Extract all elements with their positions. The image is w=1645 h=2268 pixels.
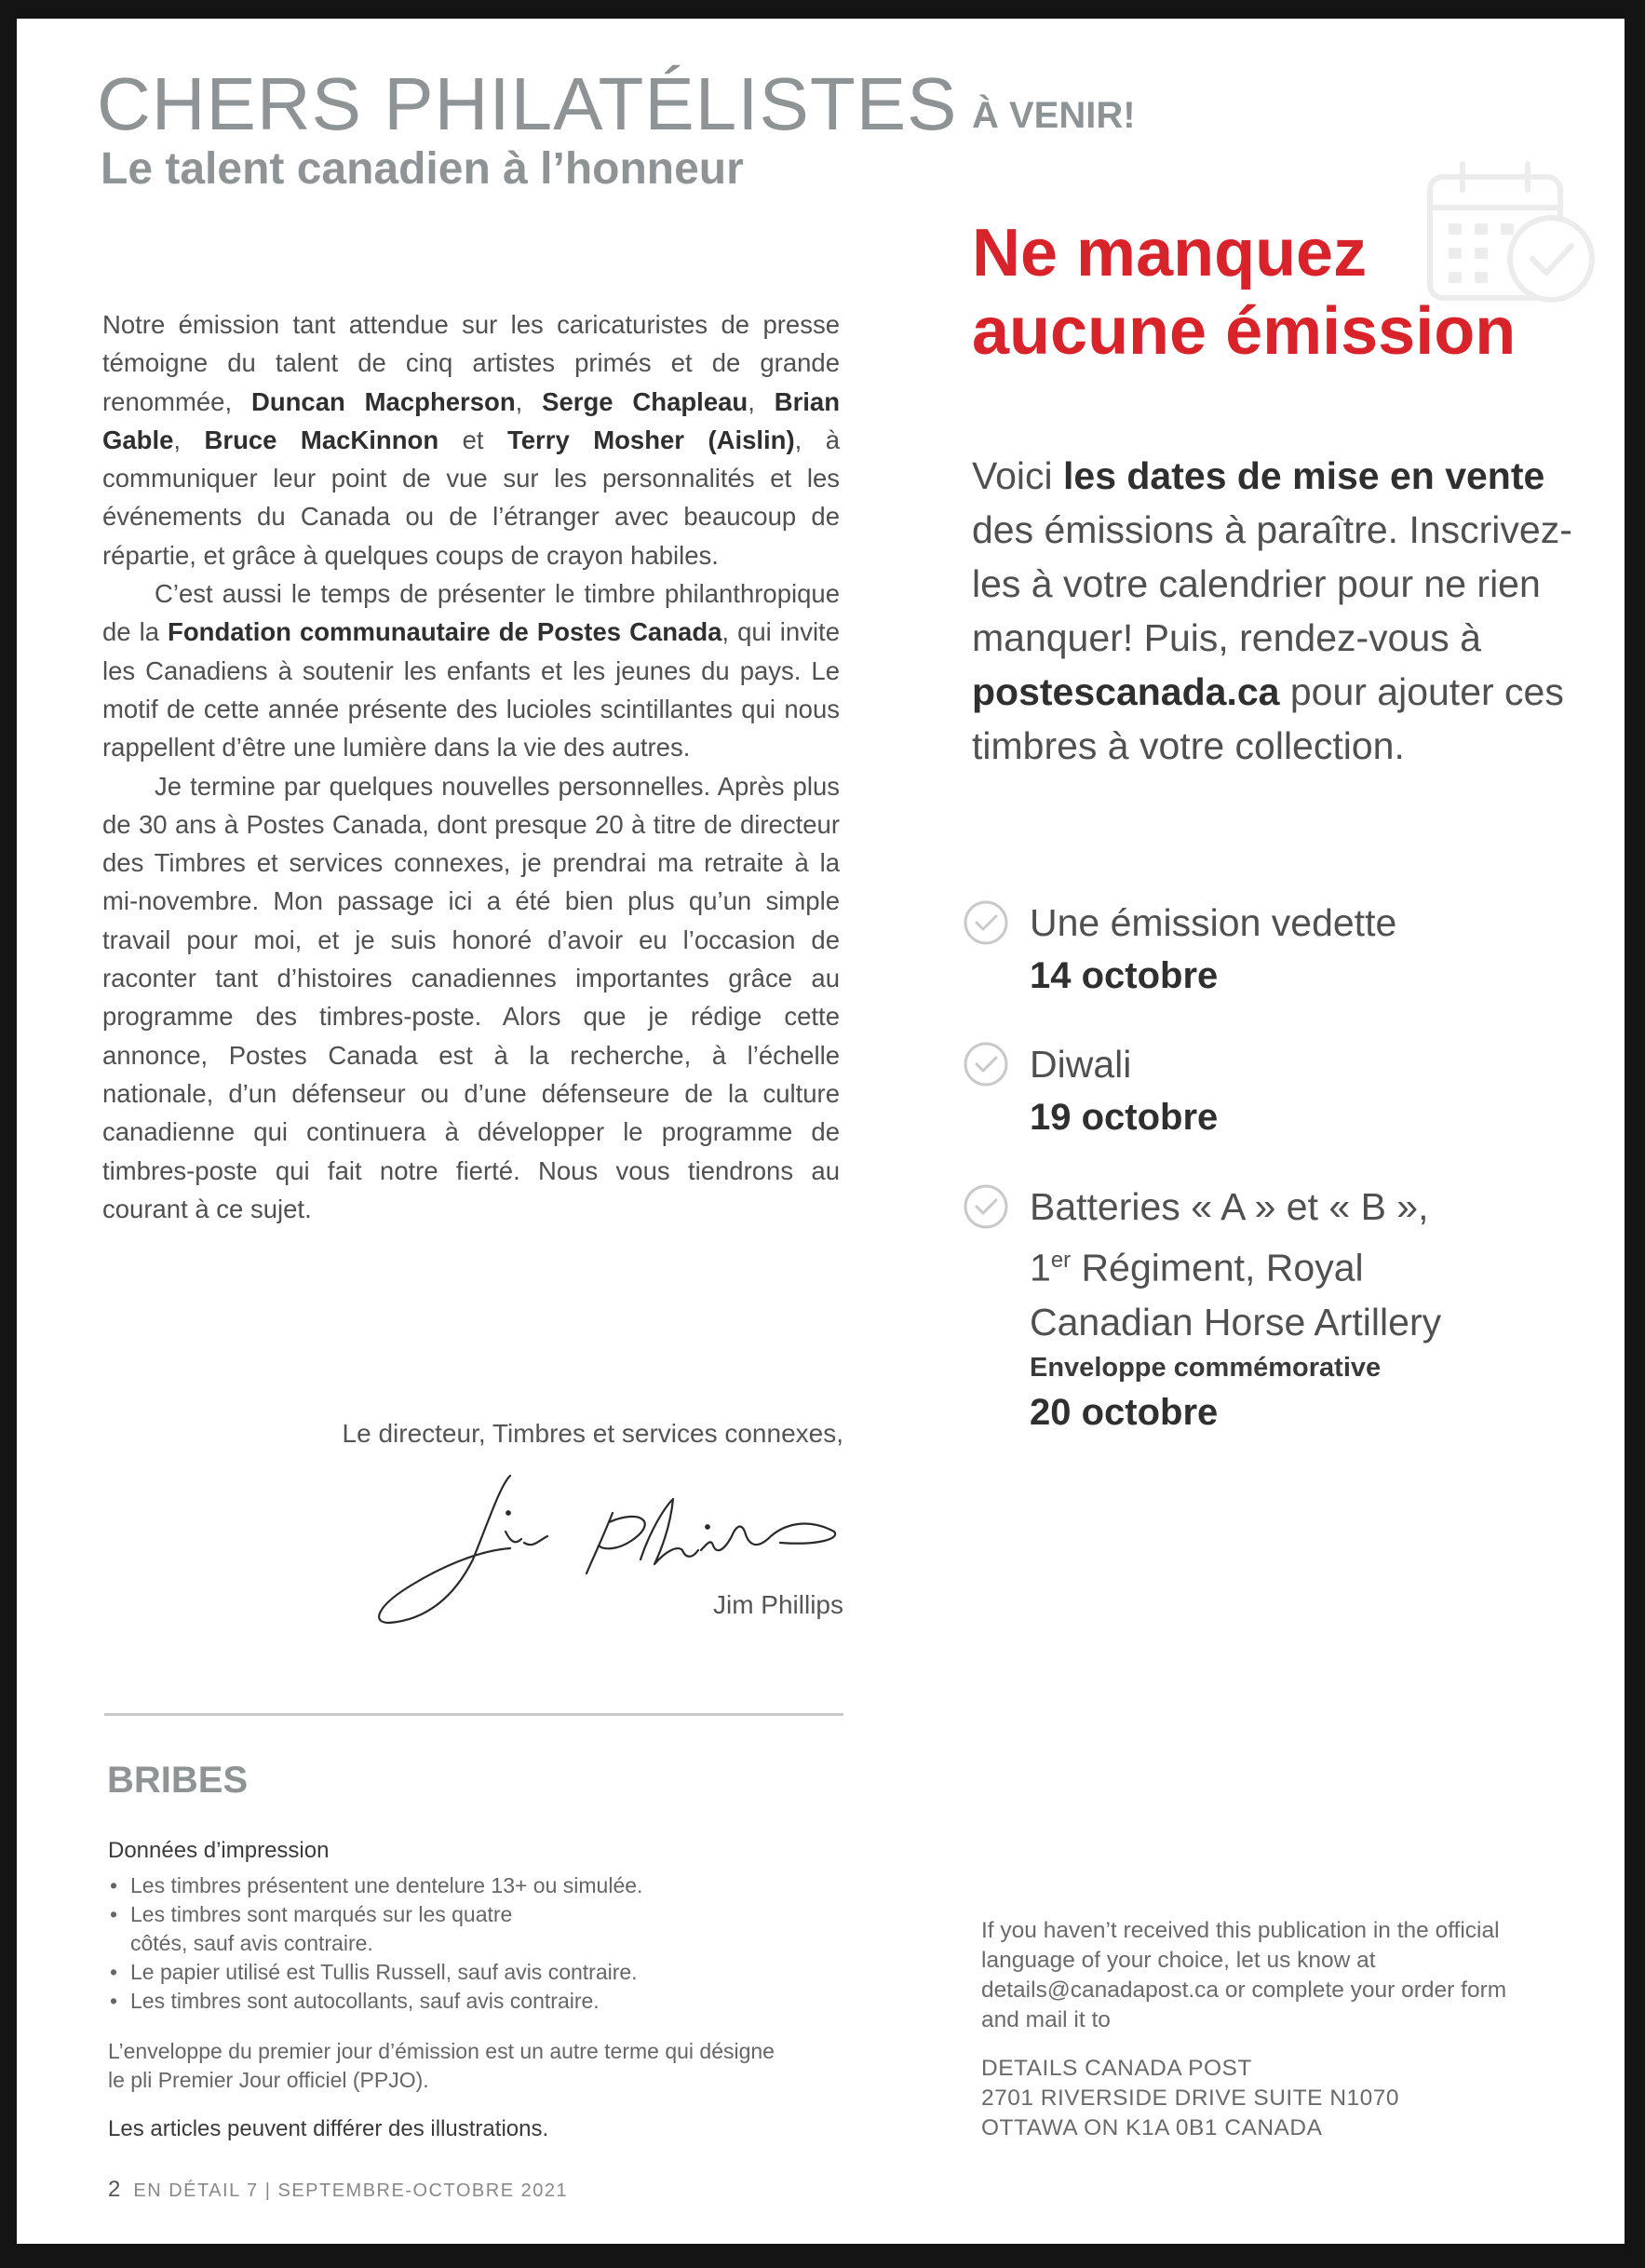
check-circle-icon bbox=[963, 1041, 1009, 1087]
address-line: DETAILS CANADA POST bbox=[981, 2056, 1252, 2081]
ordinal-number: 1 bbox=[1030, 1246, 1051, 1289]
intro-text: pour ajouter ces timbres à votre collection. bbox=[972, 670, 1564, 767]
artist-name: Duncan Macpherson bbox=[250, 386, 516, 416]
separator: , bbox=[173, 425, 205, 454]
headline-line: aucune émission bbox=[972, 294, 1517, 369]
release-name: Une émission vedette bbox=[1030, 901, 1397, 944]
separator: , bbox=[748, 386, 775, 416]
signature-name: Jim Phillips bbox=[712, 1590, 843, 1619]
envelope-note: L’enveloppe du premier jour d’émission est un autre terme qui désigne le pli Premier Jour officiel (PPJO). bbox=[108, 2039, 775, 2092]
release-name: Batteries « A » et « B », bbox=[1030, 1185, 1429, 1228]
bribes-heading: Données d’impression bbox=[108, 1838, 330, 1863]
address-line: OTTAWA ON K1A 0B1 CANADA bbox=[981, 2115, 1323, 2140]
release-date: 20 octobre bbox=[1030, 1391, 1219, 1433]
artist-name: Terry Mosher (Aislin) bbox=[506, 425, 795, 454]
intro-text: Voici bbox=[972, 454, 1063, 497]
release-name: Canadian Horse Artillery bbox=[1030, 1300, 1442, 1343]
list-item: • Les timbres sont autocollants, sauf avis contraire. bbox=[108, 1987, 816, 2016]
language-notice: If you haven’t received this publication in the official language of your choice, let us know at details@canadapost.ca or complete your order form and mail it to bbox=[981, 1918, 1507, 2032]
headline-line: Ne manquez bbox=[972, 216, 1368, 290]
intro-text: des émissions à paraître. Inscrivez-les à votre calendrier pour ne rien manquer! Puis, rendez-vous à bbox=[972, 508, 1572, 659]
letter-paragraph-3: Je termine par quelques nouvelles personnelles. Après plus de 30 ans à Postes Canada, dont presque 20 à titre de directeur des Timbres et services connexes, je prendrai ma retraite à la mi-novembre. Mon passage ici a été bien plus qu’un simple travail pour moi, et je suis honoré d’avoir eu l’occasion de raconter tant d’histoires canadiennes importantes grâce au programme des timbres-poste. Alors que je rédige cette annonce, Postes Canada est à la recherche, à l’échelle nationale, d’un défenseur ou d’une défenseure de la culture canadienne qui continuera à développer le programme de timbres-poste qui fait notre fierté. Nous vous tiendrons au courant à ce sujet. bbox=[102, 771, 840, 1223]
letter-text: , à communiquer leur point de vue sur les personnalités et les événements du Canada ou de l’étranger avec beaucoup de répartie, et grâce à quelques coups de crayon habiles. bbox=[102, 425, 841, 570]
letter-paragraph-1 bbox=[102, 305, 840, 574]
intro-emphasis: les dates de mise en vente bbox=[1063, 454, 1545, 497]
artist-name: Bruce MacKinnon bbox=[204, 425, 439, 454]
page-number: 2 bbox=[108, 2177, 121, 2202]
separator: et bbox=[438, 425, 507, 454]
letter-text: C’est aussi le temps de présenter le timbre philanthropique de la bbox=[102, 579, 840, 647]
release-name bbox=[1030, 1234, 1588, 1295]
section-divider bbox=[104, 1713, 843, 1716]
upcoming-label: À VENIR! bbox=[972, 95, 1136, 136]
artist-name: Brian Gable bbox=[102, 386, 841, 454]
page-subtitle: Le talent canadien à l’honneur bbox=[101, 144, 744, 194]
list-item: • Les timbres sont marqués sur les quatre côtés, sauf avis contraire. bbox=[108, 1900, 816, 1958]
mailing-address bbox=[981, 2054, 1540, 2143]
release-date: 19 octobre bbox=[1030, 1097, 1219, 1138]
articles-note: Les articles peuvent différer des illustrations. bbox=[108, 2116, 549, 2141]
upcoming-headline bbox=[972, 214, 1586, 371]
ordinal-suffix: er bbox=[1050, 1248, 1072, 1273]
address-line: 2701 RIVERSIDE DRIVE SUITE N1070 bbox=[981, 2086, 1400, 2111]
letter-paragraph-2 bbox=[102, 574, 840, 766]
release-name-part: Régiment, Royal bbox=[1071, 1246, 1364, 1289]
page-footer bbox=[108, 2177, 568, 2203]
letter-text: Notre émission tant attendue sur les caricaturistes de presse témoigne du talent de cinq artistes primés et de grande renommée, bbox=[102, 310, 840, 416]
release-date: 14 octobre bbox=[1030, 955, 1219, 996]
check-circle-icon bbox=[963, 899, 1009, 946]
foundation-name: Fondation communautaire de Postes Canada bbox=[168, 617, 722, 647]
letter-body bbox=[102, 305, 840, 1228]
page-title: CHERS PHILATÉLISTES bbox=[97, 62, 958, 145]
release-name: Diwali bbox=[1030, 1043, 1132, 1086]
list-item: • Les timbres présentent une dentelure 13+ ou simulée. bbox=[108, 1871, 816, 1900]
artist-name: Serge Chapleau bbox=[542, 386, 748, 416]
check-circle-icon bbox=[963, 1183, 1009, 1230]
letter-closing: Le directeur, Timbres et services connexes, bbox=[342, 1419, 843, 1448]
release-subtitle: Enveloppe commémorative bbox=[1030, 1352, 1382, 1383]
bribes-list bbox=[108, 1871, 816, 2016]
page bbox=[17, 19, 1625, 2244]
list-item: • Le papier utilisé est Tullis Russell, sauf avis contraire. bbox=[108, 1958, 816, 1987]
publication-info: EN DÉTAIL 7 | SEPTEMBRE-OCTOBRE 2021 bbox=[133, 2180, 569, 2201]
website-link[interactable]: postescanada.ca bbox=[972, 670, 1280, 713]
bribes-title: BRIBES bbox=[107, 1760, 249, 1801]
separator: , bbox=[515, 386, 543, 416]
letter-text: , qui invite les Canadiens à soutenir les enfants et les jeunes du pays. Le motif de cette année présente des lucioles scintillantes qui nous rappellent d’être une lumière dans la vie des autres. bbox=[102, 617, 840, 763]
upcoming-intro bbox=[972, 449, 1586, 773]
